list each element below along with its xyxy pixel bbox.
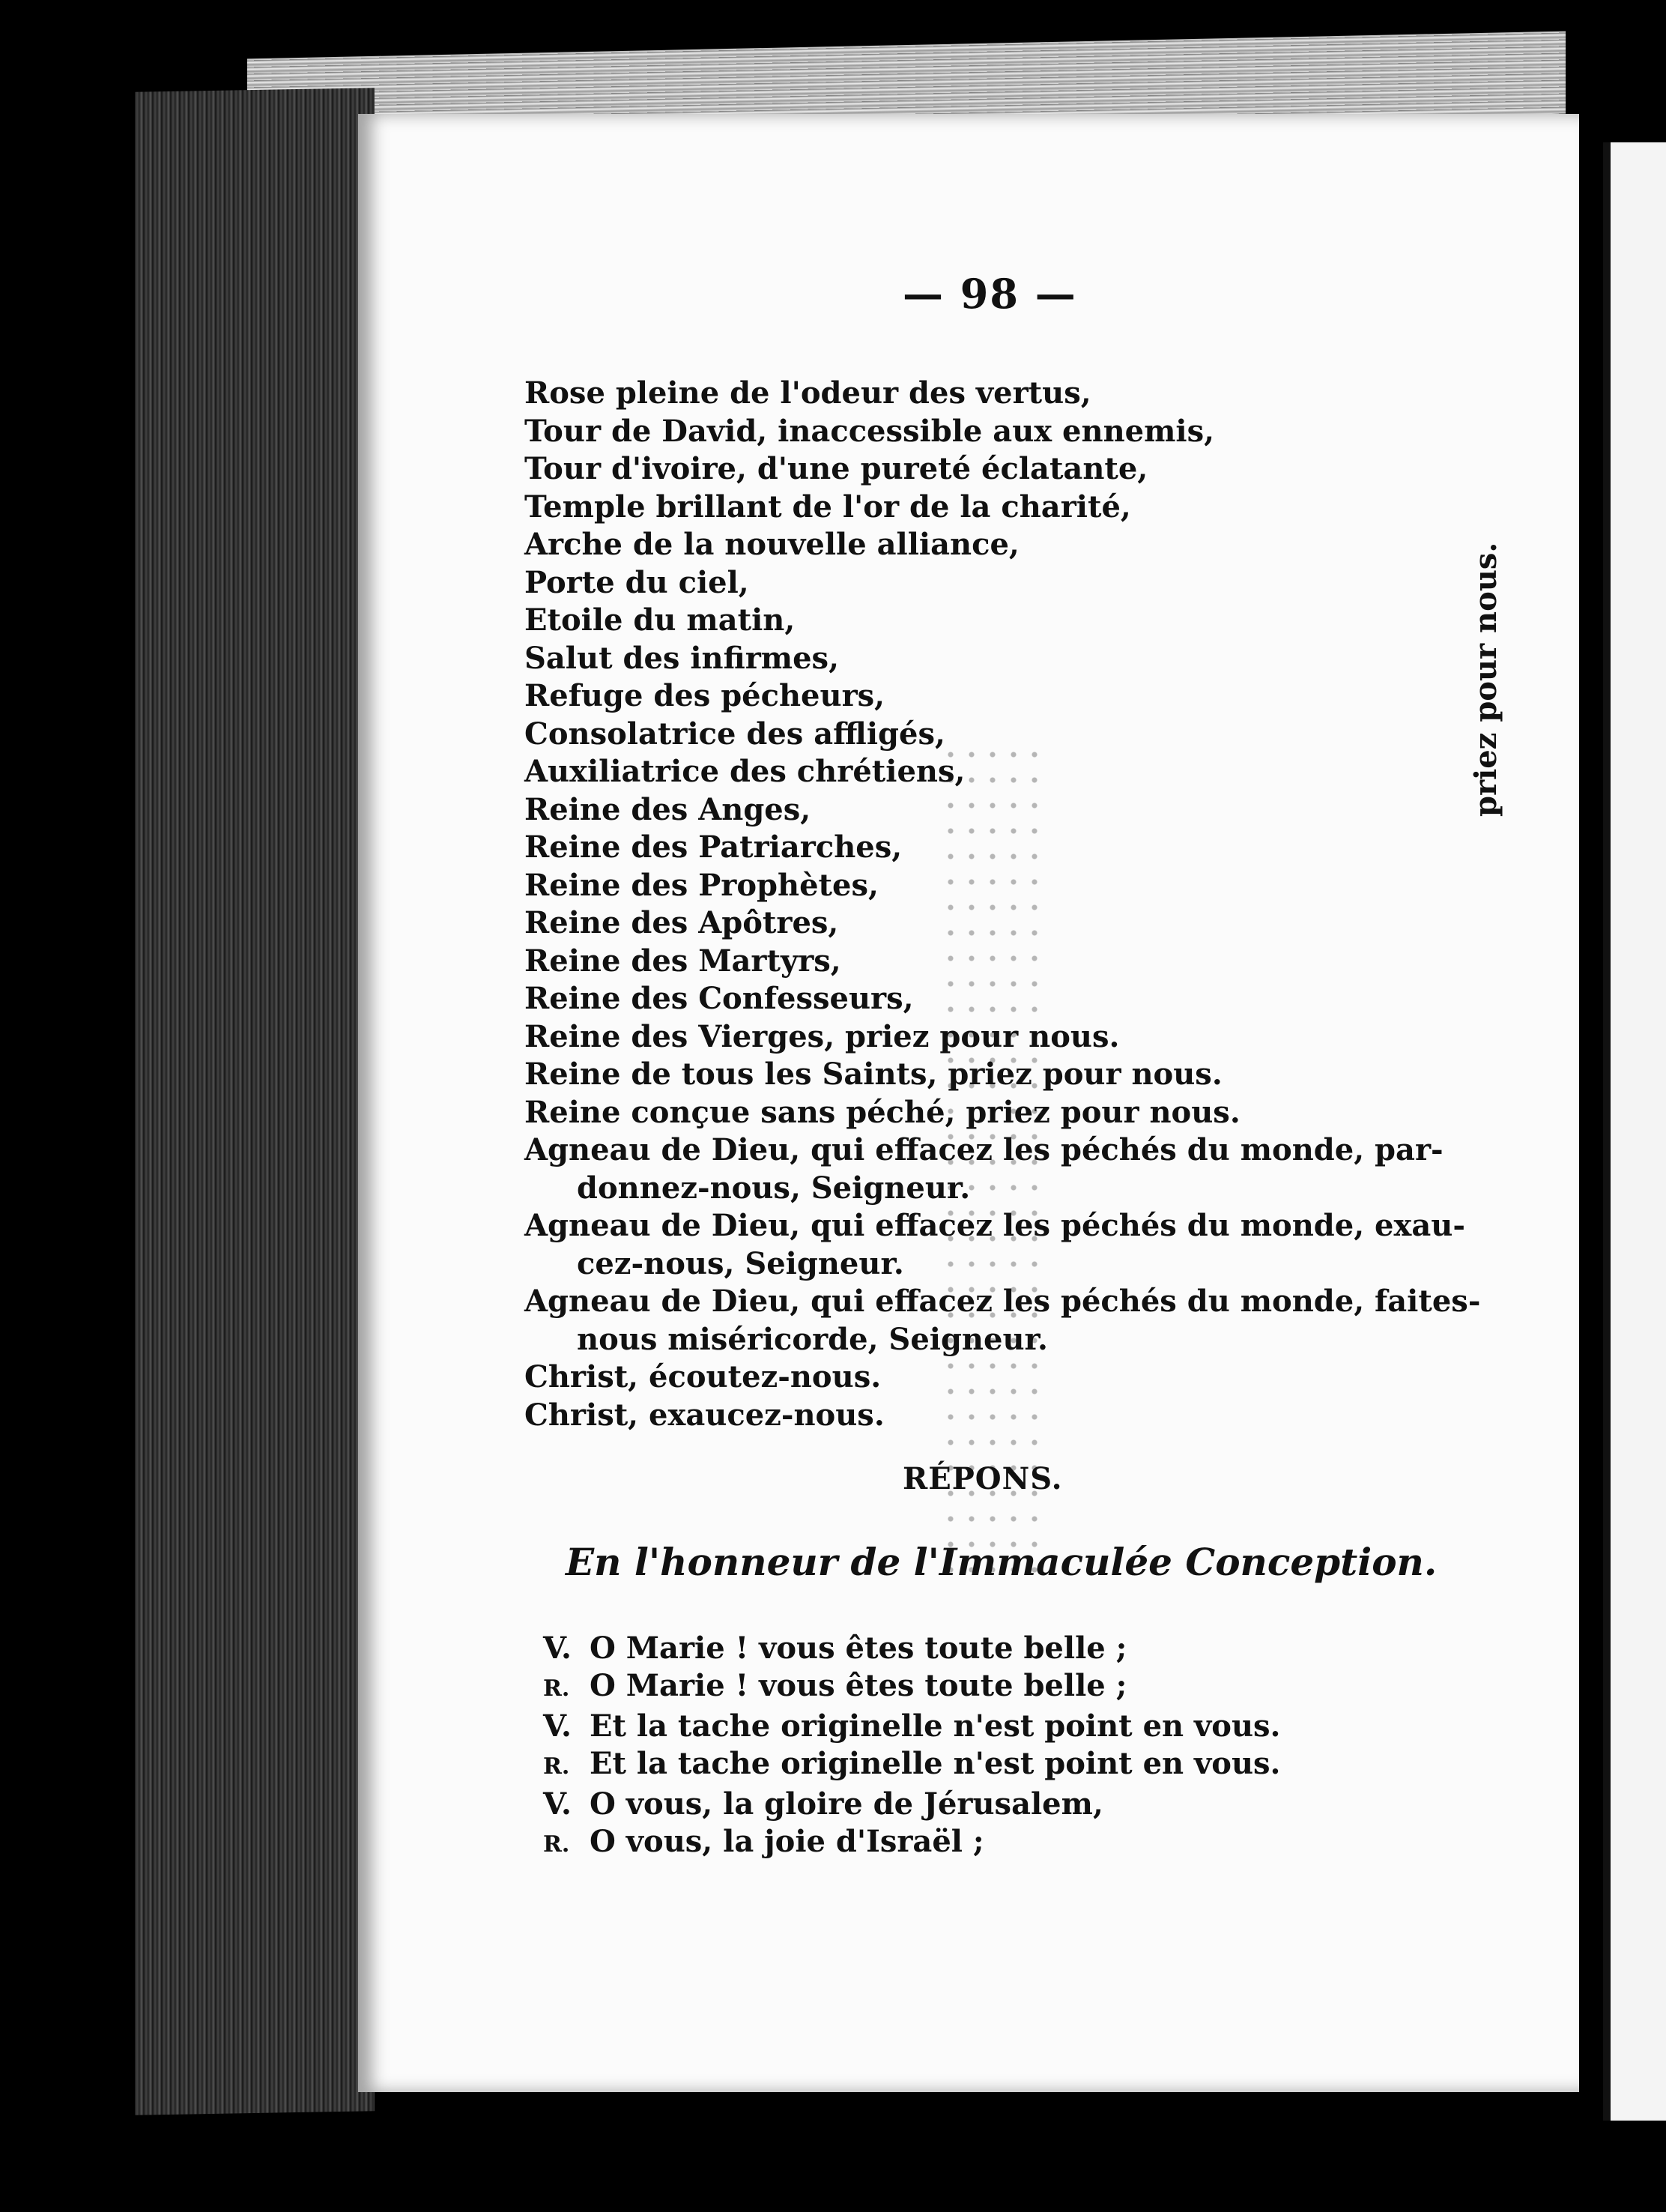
litany-line: Temple brillant de l'or de la charité, (524, 489, 1131, 525)
page-number: — 98 — (903, 270, 1077, 318)
litany-line: Reine des Confesseurs, (524, 981, 914, 1016)
versicle-row (543, 1823, 1280, 1864)
litany-line: Etoile du matin, (524, 602, 796, 638)
versicle-list (543, 1630, 1280, 1864)
agnus-dei-line: Agneau de Dieu, qui effacez les péchés du monde, exau- (524, 1208, 1465, 1243)
litany-text (524, 375, 1481, 1434)
versicle-marker: V. (543, 1708, 572, 1744)
versicle-text: O vous, la gloire de Jérusalem, (590, 1786, 1103, 1822)
facing-page-fragment (1603, 142, 1666, 2121)
side-response-text: priez pour nous. (1468, 542, 1503, 817)
christ-line: Christ, écoutez-nous. (524, 1359, 882, 1394)
litany-line: Porte du ciel, (524, 564, 749, 600)
agnus-dei-line: Agneau de Dieu, qui effacez les péchés du monde, par- (524, 1132, 1444, 1167)
versicle-text: O vous, la joie d'Israël ; (590, 1824, 984, 1859)
litany-line: Consolatrice des affligés, (524, 716, 945, 752)
versicle-text: O Marie ! vous êtes toute belle ; (590, 1631, 1127, 1666)
versicle-text: O Marie ! vous êtes toute belle ; (590, 1668, 1127, 1703)
response-marker: R. (543, 1675, 570, 1702)
versicle-text: Et la tache originelle n'est point en vous. (590, 1708, 1281, 1744)
litany-line: Rose pleine de l'odeur des vertus, (524, 375, 1091, 411)
litany-line: Reine conçue sans péché, priez pour nous. (524, 1094, 1241, 1130)
agnus-dei-continuation: cez-nous, Seigneur. (577, 1245, 904, 1281)
litany-line: Reine des Martyrs, (524, 943, 841, 979)
versicle-row (543, 1786, 1280, 1823)
versicle-row (543, 1708, 1280, 1745)
versicle-text: Et la tache originelle n'est point en vous. (590, 1746, 1281, 1781)
section-heading: RÉPONS. (903, 1461, 1063, 1496)
versicle-marker: V. (543, 1631, 572, 1666)
section-subtitle: En l'honneur de l'Immaculée Conception. (566, 1540, 1438, 1584)
litany-line: Arche de la nouvelle alliance, (524, 527, 1020, 562)
agnus-dei-continuation: nous miséricorde, Seigneur. (577, 1321, 1048, 1357)
litany-line: Reine des Prophètes, (524, 867, 879, 903)
response-marker: R. (543, 1753, 570, 1780)
versicle-row (543, 1667, 1280, 1708)
book-fore-edge (135, 88, 375, 2115)
litany-line: Salut des infirmes, (524, 640, 839, 676)
litany-line: Reine des Apôtres, (524, 905, 839, 940)
versicle-row (543, 1745, 1280, 1786)
agnus-dei-line: Agneau de Dieu, qui effacez les péchés du monde, faites- (524, 1284, 1481, 1319)
versicle-row (543, 1630, 1280, 1667)
litany-line: Tour de David, inaccessible aux ennemis, (524, 413, 1215, 449)
litany-line: Auxiliatrice des chrétiens, (524, 754, 966, 789)
litany-line: Reine des Anges, (524, 791, 811, 827)
litany-line: Reine de tous les Saints, priez pour nous. (524, 1057, 1223, 1092)
response-marker: R. (543, 1831, 570, 1858)
litany-line: Refuge des pécheurs, (524, 678, 885, 713)
litany-line: Reine des Patriarches, (524, 830, 903, 865)
agnus-dei-continuation: donnez-nous, Seigneur. (577, 1170, 971, 1206)
litany-line: Tour d'ivoire, d'une pureté éclatante, (524, 451, 1148, 486)
christ-line: Christ, exaucez-nous. (524, 1397, 885, 1433)
versicle-marker: V. (543, 1786, 572, 1822)
litany-line: Reine des Vierges, priez pour nous. (524, 1018, 1120, 1054)
